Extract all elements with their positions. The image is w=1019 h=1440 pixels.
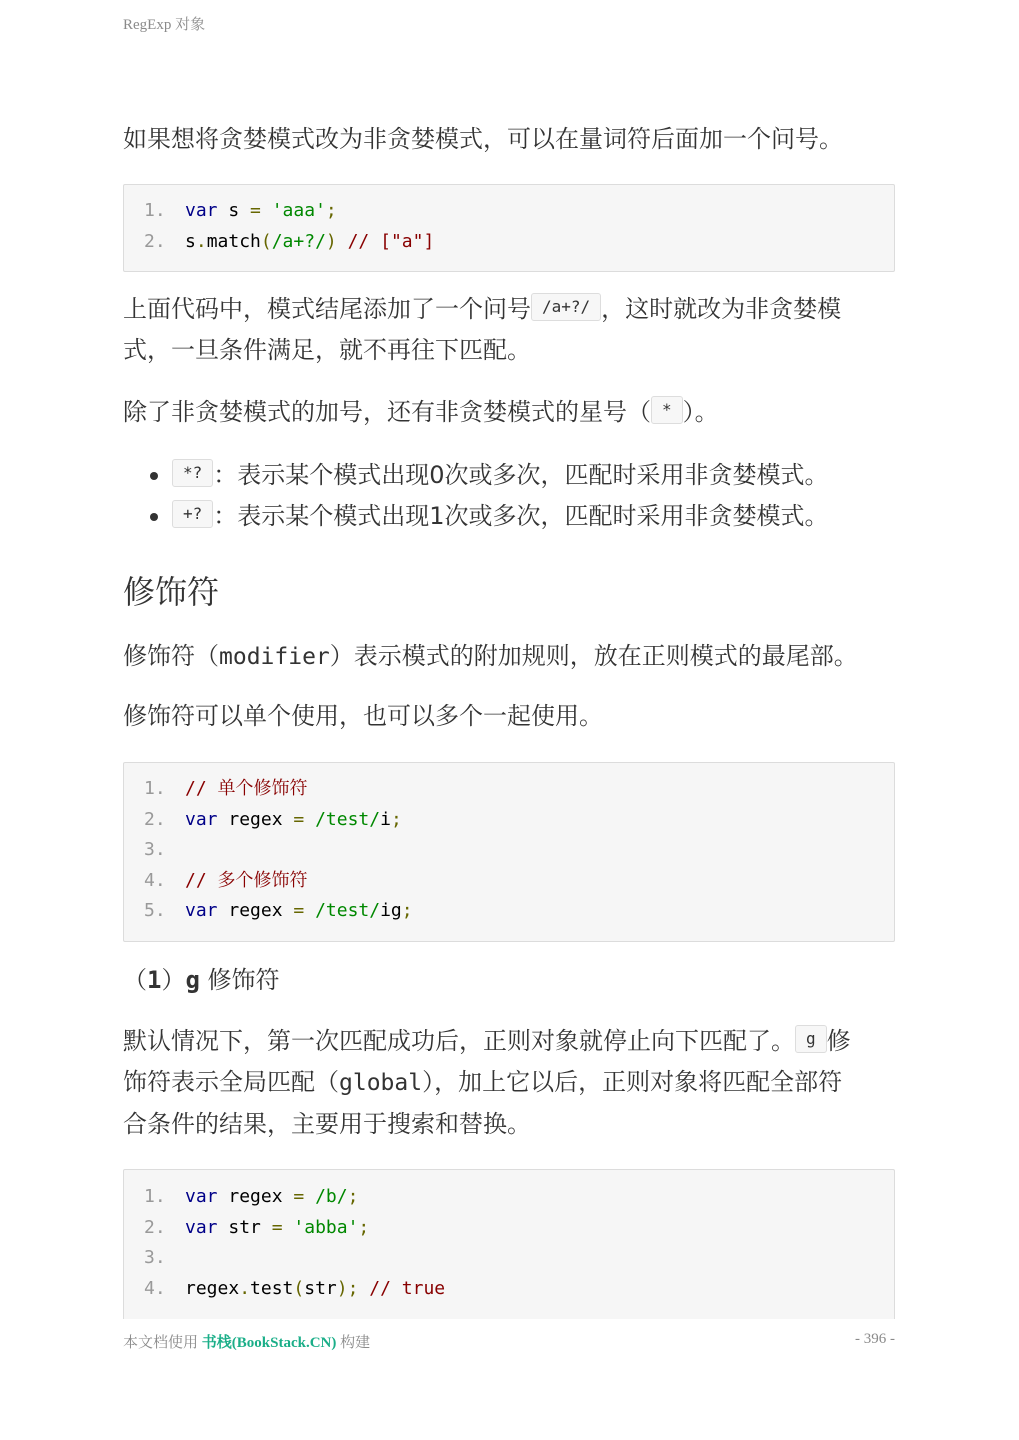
code-text: // 单个修饰符: [185, 778, 308, 799]
list-item: [123, 496, 895, 537]
bullet-text: ：表示某个模式出现0次或多次，匹配时采用非贪婪模式。: [213, 461, 829, 489]
code-line: [124, 805, 894, 836]
code-text: // 多个修饰符: [185, 869, 308, 891]
line-number: 1.: [144, 200, 166, 221]
code-block-non-greedy: [123, 184, 895, 272]
p6-line3: 合条件的结果，主要用于搜索和替换。: [123, 1110, 531, 1138]
line-number: 1.: [144, 778, 166, 799]
footer-suffix: 构建: [336, 1335, 371, 1351]
code-text: s.match(/a+?/) // ["a"]: [185, 230, 435, 252]
code-line: [124, 774, 894, 805]
line-number: 2.: [144, 230, 166, 252]
paragraph-modifier-usage: 修饰符可以单个使用，也可以多个一起使用。: [123, 702, 603, 730]
line-number: 1.: [144, 1186, 166, 1207]
subheading-open-paren: （: [123, 966, 147, 994]
p3-text-before: 除了非贪婪模式的加号，还有非贪婪模式的星号（: [123, 398, 651, 426]
section-heading-modifiers: 修饰符: [123, 573, 220, 611]
p2-text-line2: 式，一旦条件满足，就不再往下匹配。: [123, 336, 531, 364]
inline-code-star: *: [651, 396, 683, 424]
subheading-close-paren: ）: [161, 966, 186, 994]
code-text: var regex = /b/;: [185, 1186, 359, 1207]
subheading-g-modifier: [123, 962, 280, 998]
paragraph-non-greedy-explain: [123, 289, 895, 371]
inline-code-star-question: *?: [172, 459, 213, 487]
footer-brand-link[interactable]: 书栈(BookStack.CN): [201, 1335, 337, 1351]
p6-line2-after: ），加上它以后，正则对象将匹配全部符: [422, 1068, 843, 1096]
p6-line1-after: 修: [826, 1027, 851, 1055]
line-number: 4.: [144, 869, 166, 891]
code-line: [124, 835, 894, 866]
footer-credit: [123, 1331, 370, 1352]
term-global: global: [339, 1070, 423, 1096]
paragraph-star-intro: [123, 392, 895, 433]
code-text: var str = 'abba';: [185, 1216, 370, 1238]
subheading-number: 1: [147, 966, 162, 994]
p2-text-after: ，这时就改为非贪婪模: [601, 295, 842, 323]
code-line: [124, 196, 894, 227]
code-text: var regex = /test/i;: [185, 808, 402, 830]
list-item: [123, 455, 895, 496]
code-text: regex.test(str); // true: [185, 1277, 446, 1299]
footer-prefix: 本文档使用: [123, 1335, 202, 1351]
p3-text-after: ）。: [682, 398, 719, 426]
code-line: [124, 1243, 894, 1274]
code-line: [124, 1213, 894, 1244]
code-block-modifiers: [123, 762, 895, 942]
code-text: var regex = /test/ig;: [185, 900, 413, 922]
code-text: var s = 'aaa';: [185, 200, 337, 221]
p6-line1-before: 默认情况下，第一次匹配成功后，正则对象就停止向下匹配了。: [123, 1027, 795, 1055]
code-line: [124, 227, 894, 258]
document-header-title: RegExp 对象: [123, 17, 206, 33]
code-line: [124, 896, 894, 927]
line-number: 2.: [144, 808, 166, 830]
bullet-dot-icon: [150, 472, 158, 480]
subheading-label: 修饰符: [207, 966, 280, 994]
code-line: [124, 1274, 894, 1305]
p6-line2-before: 饰符表示全局匹配（: [123, 1068, 339, 1096]
paragraph-greedy-intro: 如果想将贪婪模式改为非贪婪模式，可以在量词符后面加一个问号。: [123, 125, 843, 153]
inline-code-g: g: [795, 1025, 827, 1053]
inline-code-plus-question: +?: [172, 500, 213, 528]
bullet-text: ：表示某个模式出现1次或多次，匹配时采用非贪婪模式。: [213, 502, 829, 530]
p4-text-before: 修饰符（: [123, 642, 219, 670]
paragraph-g-modifier-explain: [123, 1021, 895, 1145]
line-number: 4.: [144, 1277, 166, 1299]
p2-text-before: 上面代码中，模式结尾添加了一个问号: [123, 295, 531, 323]
code-block-g-modifier: [123, 1169, 895, 1319]
bullet-dot-icon: [150, 513, 158, 521]
page-number: - 396 -: [855, 1331, 895, 1347]
line-number: 2.: [144, 1216, 166, 1238]
term-modifier: modifier: [219, 644, 330, 670]
paragraph-modifier-definition: [123, 636, 895, 678]
line-number: 3.: [144, 1247, 166, 1269]
line-number: 3.: [144, 839, 166, 861]
quantifier-bullet-list: [123, 455, 895, 537]
subheading-g: g: [185, 966, 200, 994]
code-line: [124, 1182, 894, 1213]
inline-code-a-plus-question: /a+?/: [531, 293, 601, 321]
p4-text-after: ）表示模式的附加规则，放在正则模式的最尾部。: [329, 642, 858, 670]
code-line: [124, 866, 894, 897]
line-number: 5.: [144, 900, 166, 922]
